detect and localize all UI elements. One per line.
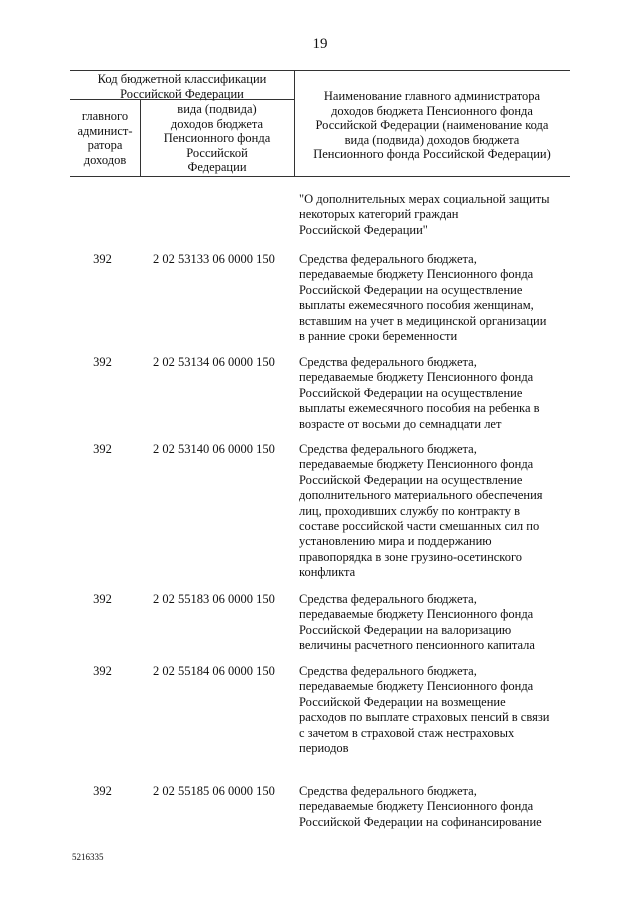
row-name: Средства федерального бюджета, передаваемые бюджету Пенсионного фонда Российской Федерации на осуществление выплаты ежемесячного пособия на ребенка в возрасте от восьми до семнадцати лет [299, 355, 540, 431]
row-admin-code: 392 [93, 355, 112, 369]
header-bottom-rule [70, 176, 570, 177]
row-income-code: 2 02 55183 06 0000 150 [153, 592, 275, 606]
row-name: Средства федерального бюджета, передаваемые бюджету Пенсионного фонда Российской Федерации на валоризацию величины расчетного пенсионного капитала [299, 592, 535, 653]
row-income-code: 2 02 53140 06 0000 150 [153, 442, 275, 456]
continuation-text: "О дополнительных мерах социальной защиты некоторых категорий граждан Российской Федерации" [299, 192, 550, 237]
row-name: Средства федерального бюджета, передаваемые бюджету Пенсионного фонда Российской Федерации на осуществление дополнительного материального обеспечения лиц, проходивших службу по контракту в составе российской части смешанных сил по установлению мира и поддержанию правопорядка в зоне грузино-осетинского конфликта [299, 442, 543, 580]
row-name: Средства федерального бюджета, передаваемые бюджету Пенсионного фонда Российской Федерации на осуществление выплаты ежемесячного пособия женщинам, вставшим на учет в медицинской организации в ранние сроки беременности [299, 252, 547, 344]
row-income-code: 2 02 53133 06 0000 150 [153, 252, 275, 266]
header-col-name: Наименование главного администратора доходов бюджета Пенсионного фонда Российской Федерации (наименование кода вида (подвида) доходов бюджета Пенсионного фонда Российской Федерации) [313, 89, 551, 161]
row-admin-code: 392 [93, 252, 112, 266]
header-top-rule [70, 70, 570, 71]
header-col-admin: главного админист- ратора доходов [77, 109, 133, 167]
row-income-code: 2 02 53134 06 0000 150 [153, 355, 275, 369]
row-admin-code: 392 [93, 442, 112, 456]
row-name: Средства федерального бюджета, передаваемые бюджету Пенсионного фонда Российской Федерации на возмещение расходов по выплате страховых пенсий в связи с зачетом в страховой стаж нестраховых периодов [299, 664, 550, 756]
row-income-code: 2 02 55185 06 0000 150 [153, 784, 275, 798]
page-number: 19 [312, 36, 328, 52]
row-admin-code: 392 [93, 664, 112, 678]
footer-document-code: 5216335 [72, 852, 104, 862]
row-admin-code: 392 [93, 592, 112, 606]
header-group-title: Код бюджетной классификации Российской Федерации [97, 72, 267, 101]
row-income-code: 2 02 55184 06 0000 150 [153, 664, 275, 678]
header-col-kind: вида (подвида) доходов бюджета Пенсионного фонда Российской Федерации [163, 102, 271, 174]
row-name: Средства федерального бюджета, передаваемые бюджету Пенсионного фонда Российской Федерации на софинансирование [299, 784, 542, 829]
row-admin-code: 392 [93, 784, 112, 798]
